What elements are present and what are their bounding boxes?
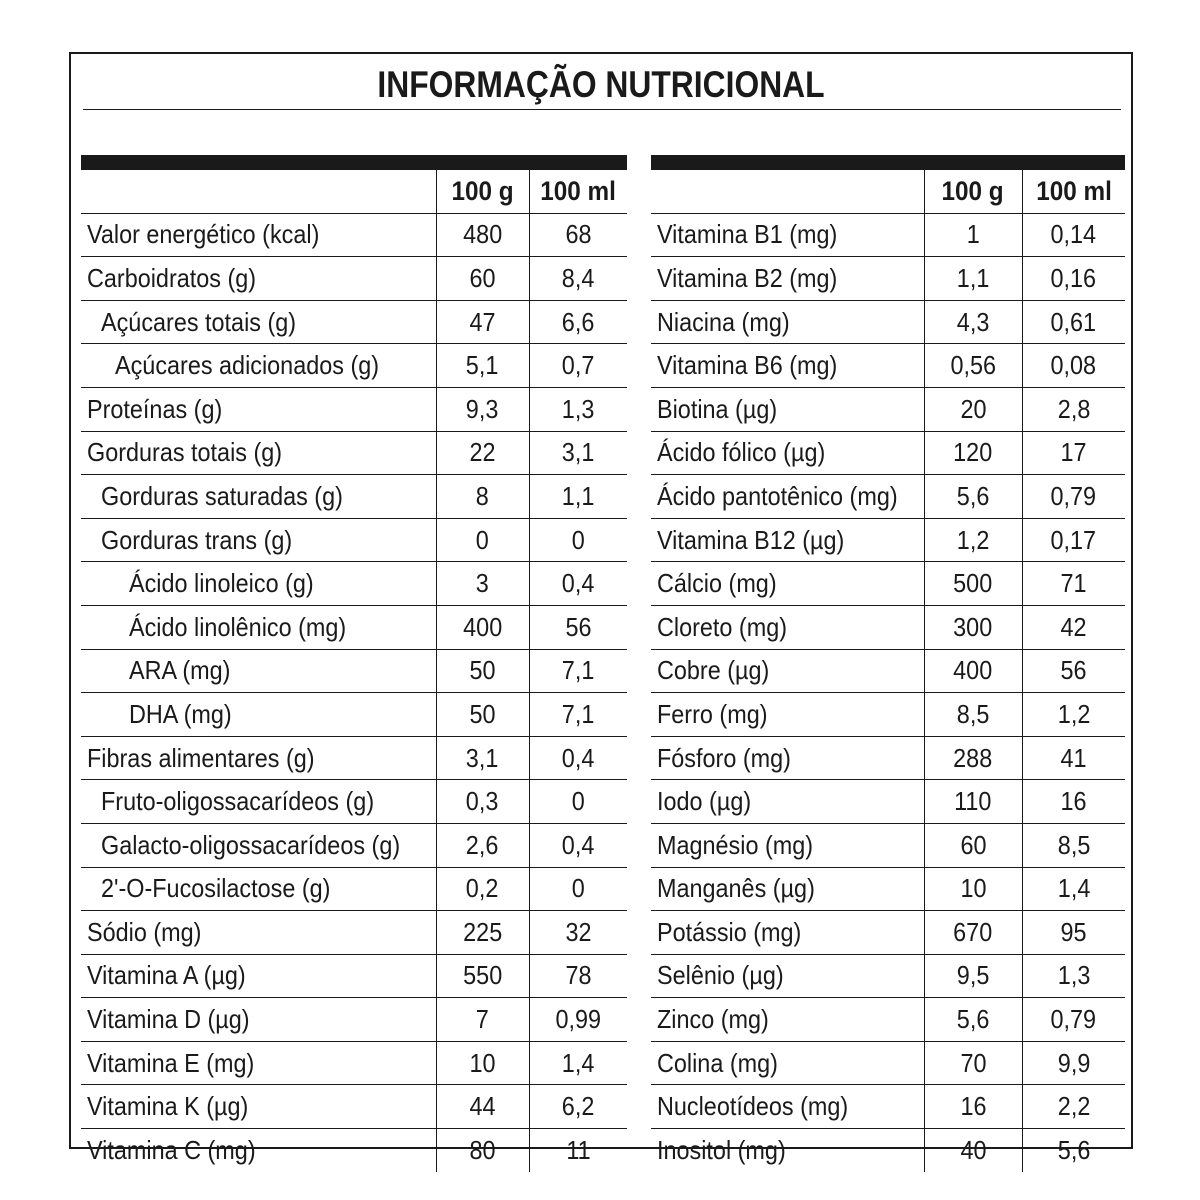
nutrient-name: Cobre (µg)	[651, 649, 924, 693]
value-per-100ml: 7,1	[529, 649, 627, 693]
value-per-100g: 80	[436, 1129, 529, 1172]
value-per-100g: 225	[436, 911, 529, 955]
table-row	[651, 1041, 1125, 1085]
table-row	[651, 562, 1125, 606]
nutrient-name: Vitamina D (µg)	[81, 998, 436, 1042]
value-per-100g: 400	[436, 605, 529, 649]
value-per-100ml: 71	[1022, 562, 1125, 606]
nutrient-name: Açúcares totais (g)	[81, 300, 436, 344]
nutrient-name: Vitamina B6 (mg)	[651, 344, 924, 388]
table-row	[81, 562, 627, 606]
value-per-100g: 20	[924, 387, 1022, 431]
value-per-100g: 5,6	[924, 998, 1022, 1042]
value-per-100ml: 5,6	[1022, 1129, 1125, 1172]
table-row	[651, 649, 1125, 693]
value-per-100ml: 1,3	[529, 387, 627, 431]
table-row	[651, 213, 1125, 257]
value-per-100ml: 1,2	[1022, 693, 1125, 737]
table-row	[81, 649, 627, 693]
column-header-100ml: 100 ml	[529, 170, 627, 213]
table-row	[651, 605, 1125, 649]
value-per-100ml: 16	[1022, 780, 1125, 824]
nutrient-name: Cálcio (mg)	[651, 562, 924, 606]
value-per-100g: 5,1	[436, 344, 529, 388]
table-row	[81, 344, 627, 388]
nutrient-name: Sódio (mg)	[81, 911, 436, 955]
value-per-100ml: 1,3	[1022, 954, 1125, 998]
value-per-100ml: 78	[529, 954, 627, 998]
value-per-100g: 8,5	[924, 693, 1022, 737]
value-per-100ml: 0	[529, 867, 627, 911]
nutrient-name: Gorduras saturadas (g)	[81, 475, 436, 519]
table-row	[81, 387, 627, 431]
table-row	[651, 518, 1125, 562]
nutrient-name: Galacto-oligossacarídeos (g)	[81, 823, 436, 867]
table-row	[651, 387, 1125, 431]
table-row	[651, 823, 1125, 867]
value-per-100ml: 0,16	[1022, 257, 1125, 301]
nutrient-name: Cloreto (mg)	[651, 605, 924, 649]
nutrient-name: Vitamina E (mg)	[81, 1041, 436, 1085]
table-row	[81, 1129, 627, 1172]
nutrient-name: Selênio (µg)	[651, 954, 924, 998]
nutrient-name: Valor energético (kcal)	[81, 213, 436, 257]
value-per-100ml: 0,4	[529, 562, 627, 606]
nutrient-name: Ácido pantotênico (mg)	[651, 475, 924, 519]
nutrient-name: Gorduras totais (g)	[81, 431, 436, 475]
value-per-100ml: 0,79	[1022, 475, 1125, 519]
page-title: INFORMAÇÃO NUTRICIONAL	[377, 64, 825, 105]
column-header-100ml: 100 ml	[1022, 170, 1125, 213]
table-row	[651, 867, 1125, 911]
value-per-100ml: 0,17	[1022, 518, 1125, 562]
value-per-100ml: 0,08	[1022, 344, 1125, 388]
value-per-100ml: 0,7	[529, 344, 627, 388]
value-per-100ml: 1,1	[529, 475, 627, 519]
value-per-100ml: 7,1	[529, 693, 627, 737]
nutrient-name: Fibras alimentares (g)	[81, 736, 436, 780]
value-per-100ml: 6,2	[529, 1085, 627, 1129]
value-per-100ml: 95	[1022, 911, 1125, 955]
table-row	[81, 823, 627, 867]
value-per-100g: 70	[924, 1041, 1022, 1085]
table-row	[651, 954, 1125, 998]
table-row	[81, 736, 627, 780]
value-per-100ml: 0,4	[529, 736, 627, 780]
nutrient-name: DHA (mg)	[81, 693, 436, 737]
left-nutrient-table	[81, 170, 627, 1172]
nutrient-name: Manganês (µg)	[651, 867, 924, 911]
table-row	[651, 431, 1125, 475]
table-row	[651, 693, 1125, 737]
header-blank	[81, 170, 436, 213]
value-per-100g: 22	[436, 431, 529, 475]
value-per-100ml: 8,4	[529, 257, 627, 301]
table-row	[651, 998, 1125, 1042]
value-per-100ml: 0,99	[529, 998, 627, 1042]
value-per-100g: 670	[924, 911, 1022, 955]
value-per-100g: 300	[924, 605, 1022, 649]
nutrient-name: Gorduras trans (g)	[81, 518, 436, 562]
value-per-100ml: 42	[1022, 605, 1125, 649]
table-row	[81, 518, 627, 562]
nutrient-name: Niacina (mg)	[651, 300, 924, 344]
table-row	[81, 300, 627, 344]
nutrient-name: Ferro (mg)	[651, 693, 924, 737]
value-per-100g: 40	[924, 1129, 1022, 1172]
value-per-100g: 60	[924, 823, 1022, 867]
nutrient-name: Vitamina A (µg)	[81, 954, 436, 998]
nutrient-name: Ácido linolênico (mg)	[81, 605, 436, 649]
table-row	[81, 475, 627, 519]
value-per-100g: 10	[924, 867, 1022, 911]
nutrient-name: Ácido linoleico (g)	[81, 562, 436, 606]
table-row	[81, 431, 627, 475]
nutrient-name: Zinco (mg)	[651, 998, 924, 1042]
value-per-100ml: 2,2	[1022, 1085, 1125, 1129]
nutrient-name: Vitamina C (mg)	[87, 1134, 256, 1165]
table-row	[651, 257, 1125, 301]
value-per-100ml: 32	[529, 911, 627, 955]
value-per-100g: 550	[436, 954, 529, 998]
value-per-100ml: 0	[529, 518, 627, 562]
nutrient-name: Vitamina K (µg)	[81, 1085, 436, 1129]
value-per-100g: 8	[436, 475, 529, 519]
left-header-bar	[81, 155, 627, 170]
value-per-100ml: 68	[529, 213, 627, 257]
table-row	[81, 954, 627, 998]
value-per-100ml: 11	[529, 1129, 627, 1172]
value-per-100g: 16	[924, 1085, 1022, 1129]
value-per-100g: 400	[924, 649, 1022, 693]
value-per-100g: 500	[924, 562, 1022, 606]
table-row	[81, 257, 627, 301]
nutrition-label	[69, 52, 1133, 1165]
table-row	[81, 780, 627, 824]
value-per-100ml: 1,4	[529, 1041, 627, 1085]
nutrient-name: Biotina (µg)	[651, 387, 924, 431]
value-per-100ml: 0,4	[529, 823, 627, 867]
table-row	[81, 1085, 627, 1129]
table-row	[651, 911, 1125, 955]
value-per-100ml: 2,8	[1022, 387, 1125, 431]
value-per-100g: 2,6	[436, 823, 529, 867]
value-per-100ml: 6,6	[529, 300, 627, 344]
column-header-100g: 100 g	[436, 170, 529, 213]
value-per-100ml: 1,4	[1022, 867, 1125, 911]
value-per-100ml: 17	[1022, 431, 1125, 475]
value-per-100g: 120	[924, 431, 1022, 475]
value-per-100g: 47	[436, 300, 529, 344]
table-row	[81, 998, 627, 1042]
value-per-100g: 288	[924, 736, 1022, 780]
value-per-100ml: 56	[1022, 649, 1125, 693]
table-row	[651, 780, 1125, 824]
table-row	[81, 213, 627, 257]
value-per-100g: 0,56	[924, 344, 1022, 388]
value-per-100g: 50	[436, 649, 529, 693]
value-per-100g: 3,1	[436, 736, 529, 780]
title-divider	[83, 109, 1121, 110]
table-row	[651, 344, 1125, 388]
value-per-100ml: 8,5	[1022, 823, 1125, 867]
nutrient-name: Fruto-oligossacarídeos (g)	[81, 780, 436, 824]
value-per-100ml: 0,61	[1022, 300, 1125, 344]
value-per-100g: 7	[436, 998, 529, 1042]
nutrient-name: ARA (mg)	[81, 649, 436, 693]
value-per-100g: 1	[924, 213, 1022, 257]
nutrient-name: 2'-O-Fucosilactose (g)	[81, 867, 436, 911]
value-per-100g: 480	[436, 213, 529, 257]
nutrient-name: Carboidratos (g)	[81, 257, 436, 301]
header-blank	[651, 170, 924, 213]
value-per-100ml: 56	[529, 605, 627, 649]
right-nutrient-table	[651, 170, 1125, 1172]
nutrient-name: Vitamina B2 (mg)	[651, 257, 924, 301]
value-per-100ml: 41	[1022, 736, 1125, 780]
value-per-100g: 60	[436, 257, 529, 301]
value-per-100g: 4,3	[924, 300, 1022, 344]
table-row	[81, 693, 627, 737]
value-per-100ml: 0,79	[1022, 998, 1125, 1042]
nutrient-name: Colina (mg)	[651, 1041, 924, 1085]
table-row	[81, 1041, 627, 1085]
column-header-100g: 100 g	[924, 170, 1022, 213]
value-per-100g: 44	[436, 1085, 529, 1129]
table-row	[81, 867, 627, 911]
nutrient-name: Nucleotídeos (mg)	[651, 1085, 924, 1129]
nutrient-name: Açúcares adicionados (g)	[81, 344, 436, 388]
nutrient-name: Fósforo (mg)	[651, 736, 924, 780]
value-per-100ml: 0,14	[1022, 213, 1125, 257]
table-row	[651, 736, 1125, 780]
table-row	[81, 605, 627, 649]
value-per-100g: 0,2	[436, 867, 529, 911]
value-per-100g: 0	[436, 518, 529, 562]
value-per-100g: 10	[436, 1041, 529, 1085]
table-row	[651, 300, 1125, 344]
nutrient-name: Potássio (mg)	[651, 911, 924, 955]
nutrient-name: Ácido fólico (µg)	[651, 431, 924, 475]
value-per-100ml: 0	[529, 780, 627, 824]
value-per-100ml: 3,1	[529, 431, 627, 475]
nutrient-name: Proteínas (g)	[81, 387, 436, 431]
table-row	[651, 1085, 1125, 1129]
right-header-bar	[651, 155, 1125, 170]
table-row	[651, 475, 1125, 519]
value-per-100g: 3	[436, 562, 529, 606]
value-per-100g: 0,3	[436, 780, 529, 824]
value-per-100g: 50	[436, 693, 529, 737]
nutrient-name: Magnésio (mg)	[651, 823, 924, 867]
nutrient-name: Inositol (mg)	[657, 1134, 786, 1165]
value-per-100g: 5,6	[924, 475, 1022, 519]
nutrient-name: Vitamina B12 (µg)	[651, 518, 924, 562]
value-per-100g: 9,3	[436, 387, 529, 431]
value-per-100g: 110	[924, 780, 1022, 824]
nutrient-name: Iodo (µg)	[651, 780, 924, 824]
table-row	[81, 911, 627, 955]
nutrient-name: Vitamina B1 (mg)	[651, 213, 924, 257]
value-per-100g: 1,2	[924, 518, 1022, 562]
table-row	[651, 1129, 1125, 1172]
value-per-100g: 1,1	[924, 257, 1022, 301]
value-per-100ml: 9,9	[1022, 1041, 1125, 1085]
value-per-100g: 9,5	[924, 954, 1022, 998]
